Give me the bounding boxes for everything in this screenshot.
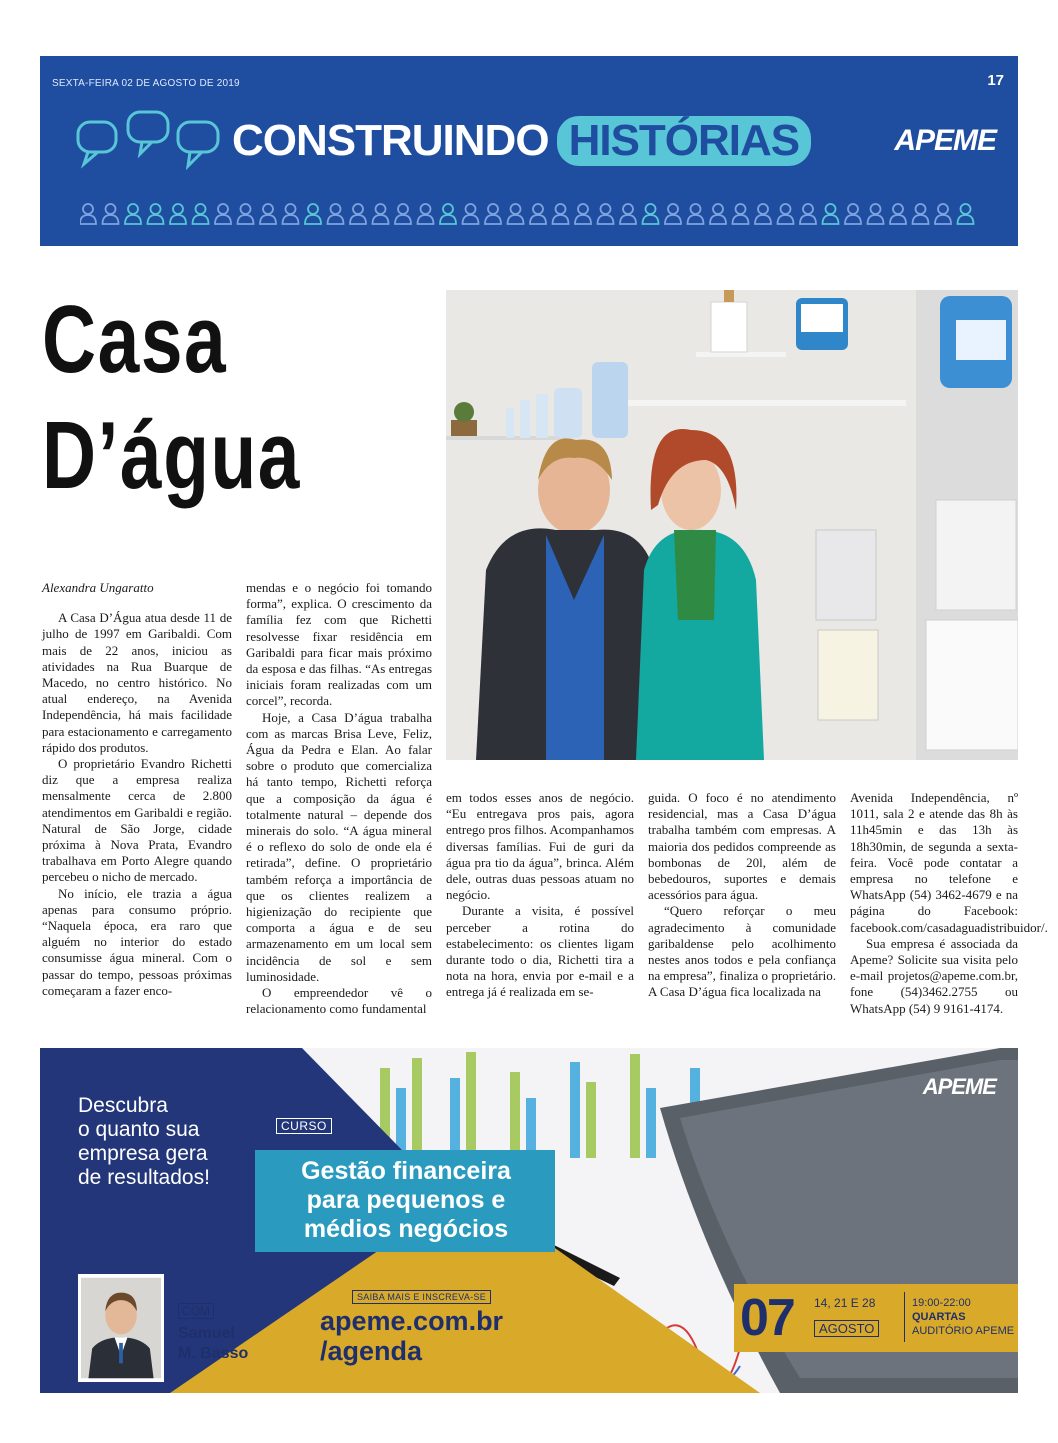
person-icon: [170, 204, 186, 224]
person-icon: [890, 204, 906, 224]
course-title-line: para pequenos e: [306, 1186, 506, 1214]
apeme-ad-logo: APEME: [922, 1074, 996, 1099]
section-title: [232, 116, 811, 166]
person-icon: [215, 204, 231, 224]
headline-line-2: D’água: [42, 402, 302, 509]
start-day: 07: [740, 1289, 794, 1347]
person-icon: [125, 204, 141, 224]
instructor-tag: COM: [178, 1303, 214, 1319]
section-header: [40, 56, 1018, 246]
person-icon: [283, 204, 299, 224]
person-icon: [305, 204, 321, 224]
person-icon: [440, 204, 456, 224]
person-icon: [418, 204, 434, 224]
person-icon: [845, 204, 861, 224]
person-icon: [553, 204, 569, 224]
course-title-line: médios negócios: [303, 1215, 509, 1243]
person-icon: [193, 204, 209, 224]
person-icon: [688, 204, 704, 224]
instructor-name-line: M. Basso: [178, 1345, 249, 1362]
person-icon: [823, 204, 839, 224]
course-title: [255, 1150, 555, 1252]
ad-lead-text: [78, 1094, 210, 1190]
person-icon: [868, 204, 884, 224]
section-title-part1: CONSTRUINDO: [232, 116, 549, 165]
person-icon: [778, 204, 794, 224]
ad-lead-line: Descubra: [78, 1094, 168, 1117]
schedule-info: [912, 1296, 1014, 1338]
time-range: 19:00-22:00: [912, 1297, 971, 1309]
paragraph: em todos esses anos de negócio. “Eu entregava pros pais, agora entrego pros filhos. Acompanhamos diversas famílias. Fui de guri da água pra tio da água”, brinca. Além dele, outras duas pessoas atuam no negócio.: [446, 790, 634, 903]
paragraph: “Quero reforçar o meu agradecimento à comunidade garibaldense pelo acolhimento nestes anos todos e pela confiança na empresa”, finaliza o proprietário. A Casa D’água fica localizada na: [648, 903, 836, 1000]
ad-lead-line: de resultados!: [78, 1166, 210, 1189]
person-icon: [958, 204, 974, 224]
venue: AUDITÓRIO APEME: [912, 1325, 1015, 1337]
ad-lead-line: o quanto sua: [78, 1118, 200, 1141]
person-icon: [350, 204, 366, 224]
paragraph: O proprietário Evandro Richetti diz que a empresa realiza mensalmente cerca de 2.800 atendimentos em Garibaldi e região. Natural de São Jorge, cidade próxima à Nova Prata, Evandro trabalhava em Porto Alegre quando percebeu o nicho de mercado.: [42, 756, 232, 885]
paragraph: Avenida Independência, nº 1011, sala 2 e atende das 8h às 11h45min e das 13h às 18h30min, de segunda a sexta-feira. Você pode contatar a empresa no telefone e WhatsApp (54) 3462-4679 e na página do Facebook: facebook.com/casadaguadistribuidor/.: [850, 790, 1048, 935]
instructor-photo: [78, 1274, 164, 1382]
paragraph: mendas e o negócio foi tomando forma”, explica. O crescimento da família fez com que Richetti resolvesse fixar residência em Garibaldi para ficar mais próximo da esposa e das filhas. “As entregas iniciais foram realizadas com um corcel”, recorda.: [246, 580, 432, 709]
person-icon: [913, 204, 929, 224]
person-icon: [463, 204, 479, 224]
article-column-5: [850, 790, 1048, 1017]
person-icon: [643, 204, 659, 224]
article-column-3: [446, 790, 634, 1001]
course-advertisement: [40, 1048, 1018, 1393]
person-icon: [373, 204, 389, 224]
paragraph: No início, ele trazia a água apenas para consumo próprio. “Naquela época, era raro que alguém no interior do estado consumisse água mineral. Com o passar do tempo, pessoas próximas começaram a fazer enco-: [42, 885, 232, 998]
signup-url-line[interactable]: /agenda: [320, 1336, 423, 1366]
issue-date: SEXTA-FEIRA 02 DE AGOSTO DE 2019: [52, 78, 240, 89]
shop-owners-photo: [446, 290, 1018, 760]
other-dates: 14, 21 E 28: [814, 1296, 876, 1310]
paragraph: Durante a visita, é possível perceber a rotina do estabelecimento: os clientes ligam durante todo o dia, Richetti tira a nota na hora, envia por e-mail e a entrega já é realizada em se-: [446, 903, 634, 1000]
paragraph: Sua empresa é associada da Apeme? Solicite sua visita pelo e-mail projetos@apeme.com.br, fone (54)3462.2755 ou WhatsApp (54) 9 9161-4174.: [850, 935, 1018, 1016]
paragraph: O empreendedor vê o relacionamento como fundamental: [246, 985, 432, 1017]
speech-bubbles-icon: [74, 104, 224, 184]
article-column-2: [246, 580, 432, 1017]
signup-url[interactable]: [320, 1306, 503, 1366]
article-column-4: [648, 790, 836, 1001]
paragraph: guida. O foco é no atendimento residencial, mas a Casa D’água trabalha também com empresas. A maioria dos pedidos compreende as bombonas de 20l, além de bebedouros, suportes e demais acessórios para água.: [648, 790, 836, 903]
article-photo: [446, 290, 1018, 760]
person-icon: [733, 204, 749, 224]
month-label: AGOSTO: [814, 1320, 879, 1337]
person-icon: [395, 204, 411, 224]
page-number: 17: [987, 72, 1004, 89]
date-divider: [904, 1292, 905, 1342]
person-icon: [620, 204, 636, 224]
instructor-name-line: Samuel: [178, 1325, 235, 1342]
person-icon: [103, 204, 119, 224]
signup-url-line[interactable]: apeme.com.br: [320, 1306, 504, 1336]
person-icon: [328, 204, 344, 224]
paragraph: Hoje, a Casa D’água trabalha com as marcas Brisa Leve, Feliz, Água da Pedra e Elan. Ao falar sobre o produto que comercializa há tanto tempo, Richetti reforça que a composição da água é totalmente natural – depende dos minerais do solo. “A água mineral é o reflexo do solo de onde ela é retirada”, define. O proprietário também reforça a importância de que os clientes realizem a higienização do recipiente que comporta a água e de seu armazenamento em um local sem incidência de sol e sem luminosidade.: [246, 709, 432, 984]
apeme-logo: APEME: [894, 124, 996, 157]
person-icon: [238, 204, 254, 224]
article-headline: [42, 282, 301, 514]
signup-tag: SAIBA MAIS E INSCREVA-SE: [352, 1290, 491, 1304]
paragraph: A Casa D’Água atua desde 11 de julho de 1997 em Garibaldi. Com mais de 22 anos, iniciou as atividades na Rua Buarque de Macedo, no centro histórico. No atual endereço, na Avenida Independência, há mais facilidade para estacionamento e carregamento rápido dos produtos.: [42, 610, 232, 755]
article-column-1: [42, 580, 232, 999]
person-icon: [710, 204, 726, 224]
person-icon: [485, 204, 501, 224]
person-icon: [800, 204, 816, 224]
people-row-icon: [80, 202, 980, 226]
byline: Alexandra Ungaratto: [42, 580, 154, 595]
person-icon: [755, 204, 771, 224]
ad-lead-line: empresa gera: [78, 1142, 208, 1165]
person-icon: [260, 204, 276, 224]
person-icon: [148, 204, 164, 224]
section-title-part2: HISTÓRIAS: [557, 116, 812, 166]
course-title-line: Gestão financeira: [301, 1157, 511, 1185]
person-icon: [508, 204, 524, 224]
person-icon: [530, 204, 546, 224]
weekday: QUARTAS: [912, 1311, 966, 1323]
course-tag: CURSO: [276, 1118, 332, 1134]
headline-line-1: Casa: [42, 286, 228, 393]
person-icon: [935, 204, 951, 224]
person-icon: [665, 204, 681, 224]
person-icon: [80, 204, 96, 224]
person-icon: [575, 204, 591, 224]
person-icon: [598, 204, 614, 224]
instructor-name: [178, 1324, 248, 1364]
